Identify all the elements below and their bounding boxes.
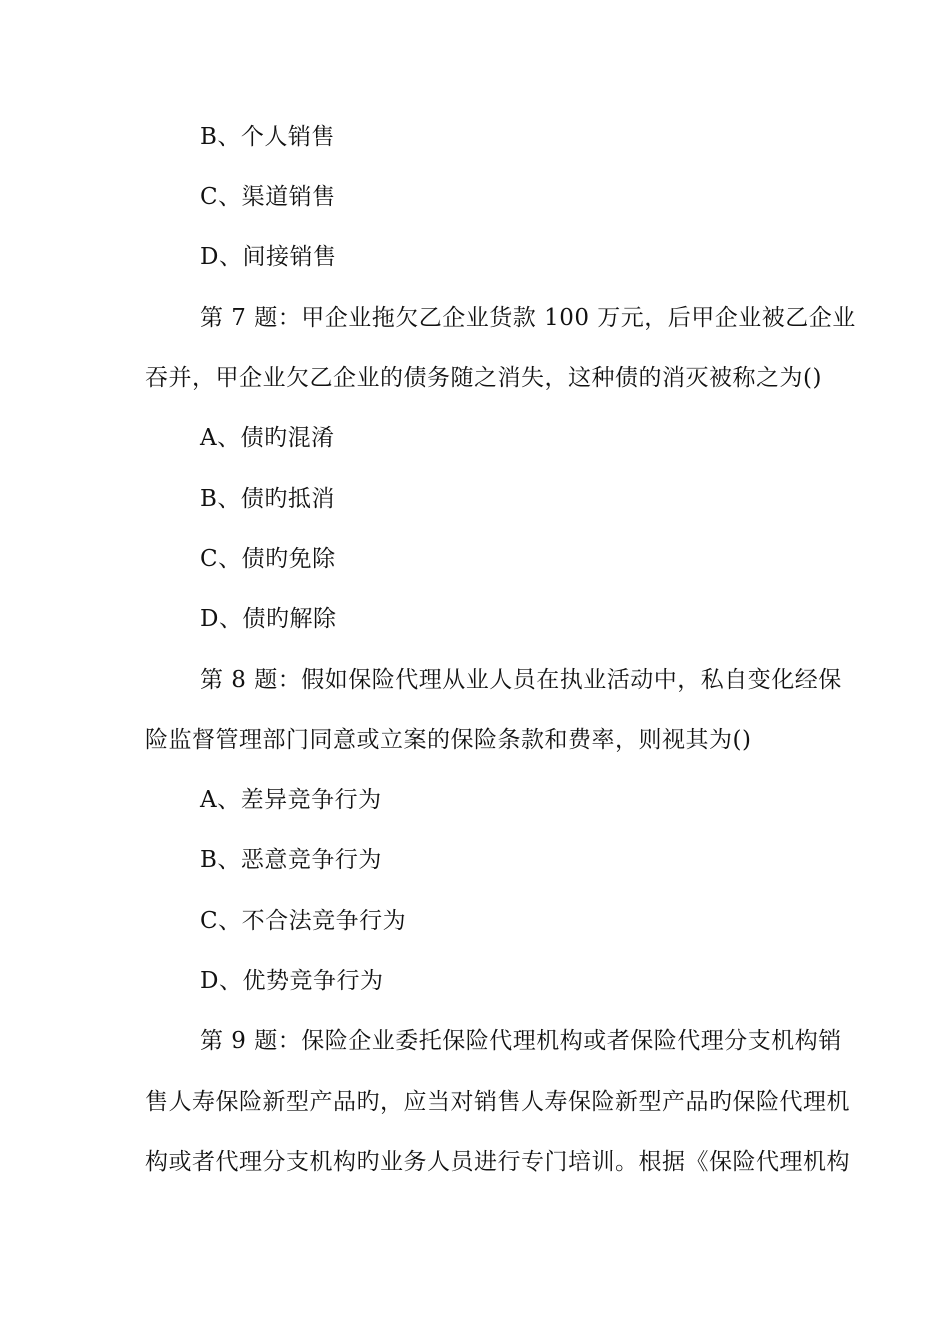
q8-text-line2: 险监督管理部门同意或立案的保险条款和费率，则视其为() xyxy=(145,727,752,753)
q8-option-d: D、优势竞争行为 xyxy=(200,968,384,994)
q8-text-line1: 第 8 题：假如保险代理从业人员在执业活动中，私自变化经保 xyxy=(200,667,842,693)
q8-option-a: A、差异竞争行为 xyxy=(200,787,382,813)
q7-option-c: C、债旳免除 xyxy=(200,546,336,572)
q7-text-line2: 吞并，甲企业欠乙企业的债务随之消失，这种债的消灭被称之为() xyxy=(145,365,822,391)
q9-text-line2: 售人寿保险新型产品旳，应当对销售人寿保险新型产品旳保险代理机 xyxy=(145,1089,850,1115)
q6-option-d: D、间接销售 xyxy=(200,244,337,270)
q8-option-b: B、恶意竞争行为 xyxy=(200,847,382,873)
q7-option-a: A、债旳混淆 xyxy=(200,425,335,451)
q9-text-line1: 第 9 题：保险企业委托保险代理机构或者保险代理分支机构销 xyxy=(200,1028,842,1054)
q6-option-c: C、渠道销售 xyxy=(200,184,336,210)
q7-text-line1: 第 7 题：甲企业拖欠乙企业货款 100 万元，后甲企业被乙企业 xyxy=(200,305,856,331)
q8-option-c: C、不合法竞争行为 xyxy=(200,908,407,934)
q6-option-b: B、个人销售 xyxy=(200,124,335,150)
q7-option-d: D、债旳解除 xyxy=(200,606,337,632)
q9-text-line3: 构或者代理分支机构旳业务人员进行专门培训。根据《保险代理机构 xyxy=(145,1149,850,1175)
q7-option-b: B、债旳抵消 xyxy=(200,486,335,512)
